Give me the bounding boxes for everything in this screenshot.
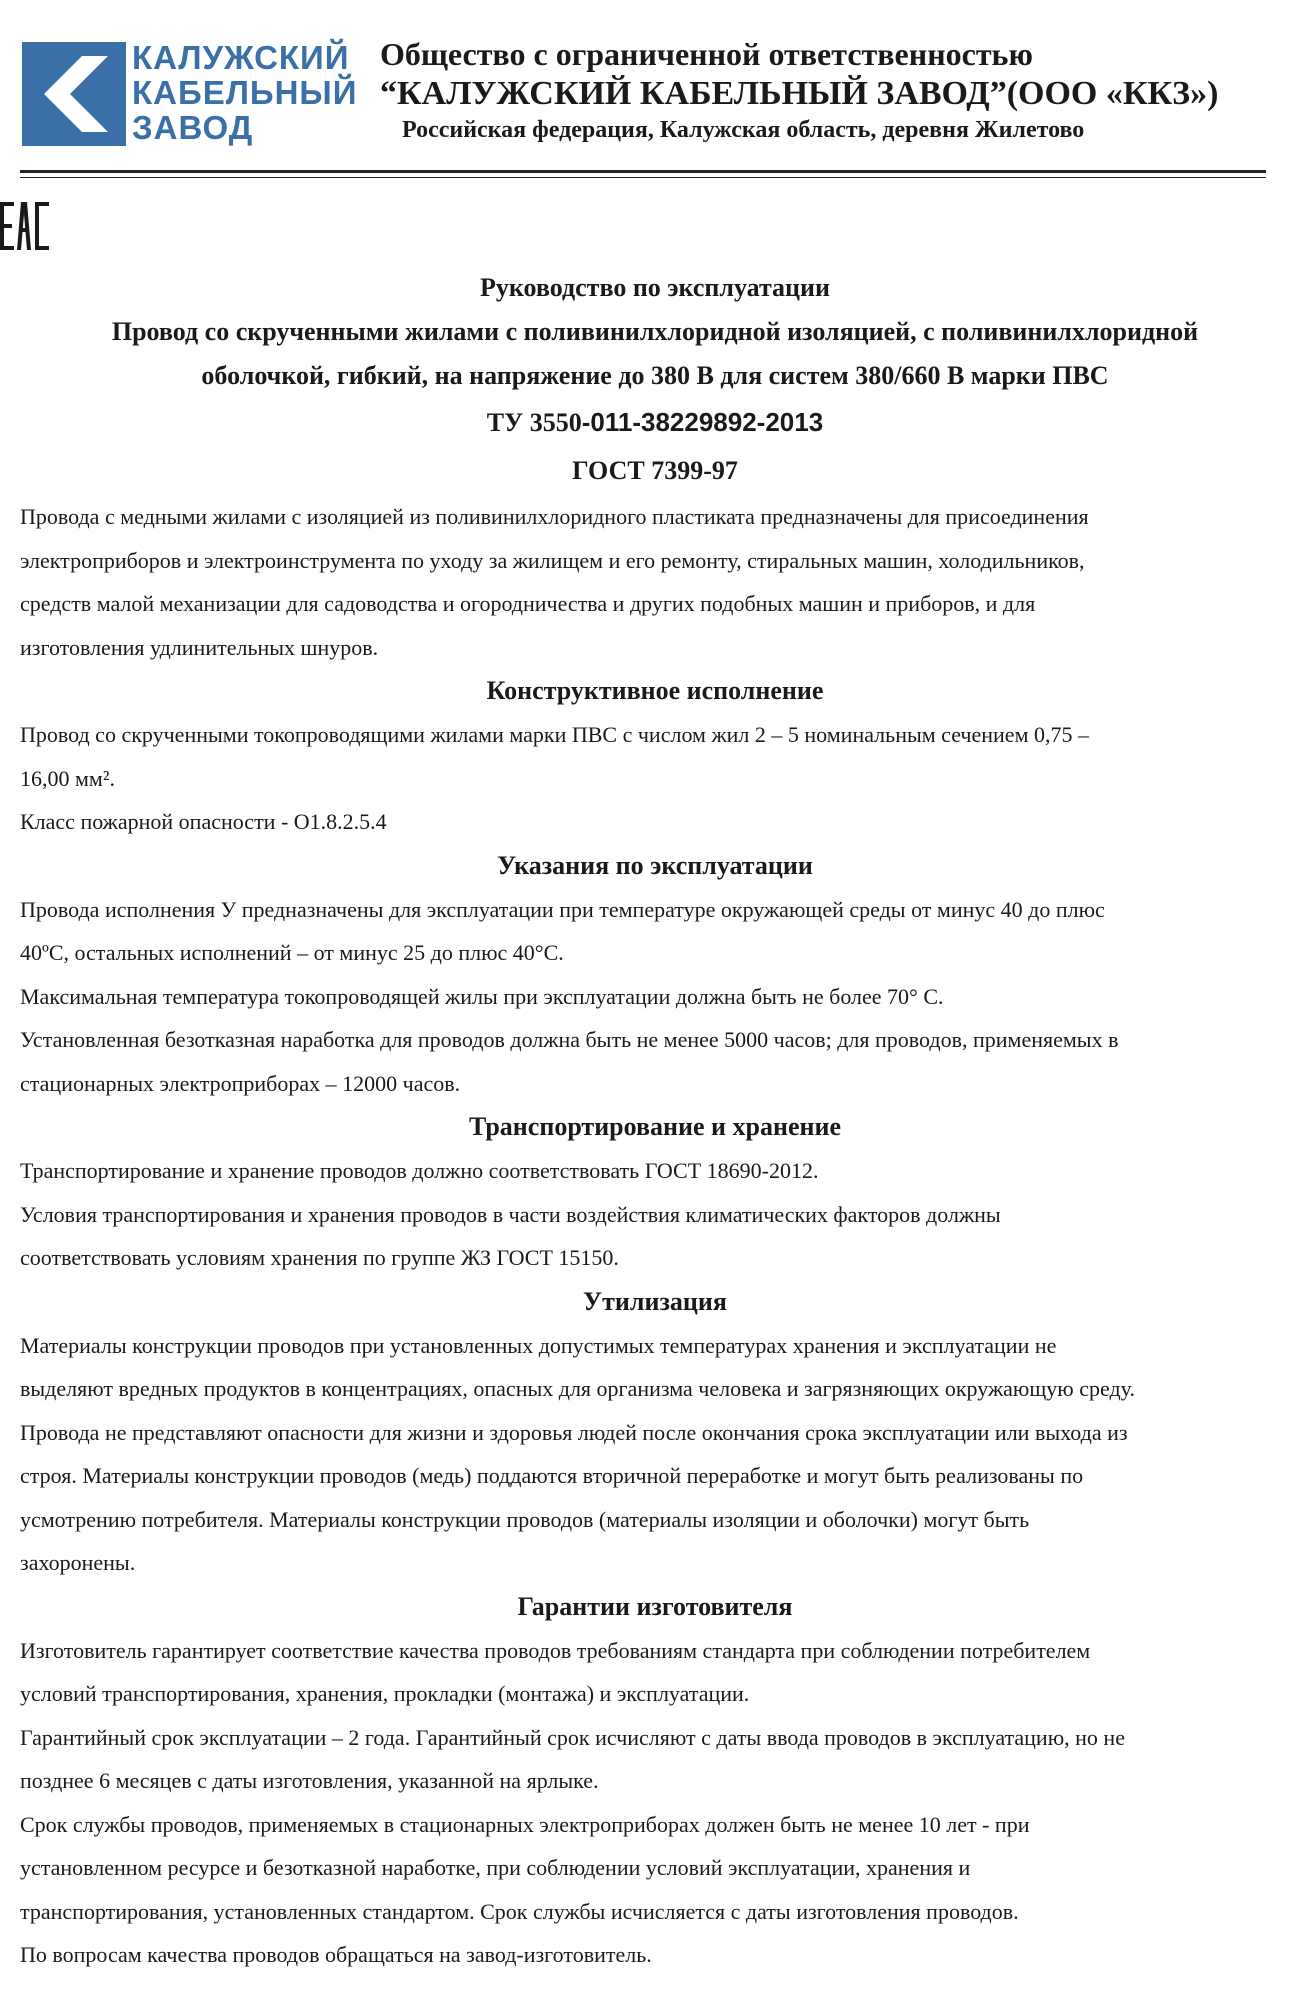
section-line: Провод со скрученными токопроводящими жилами марки ПВС с числом жил 2 – 5 номинальным сечением 0,75 – (20, 722, 1089, 747)
section-transport-storage (20, 1105, 1290, 1280)
gost-reference: ГОСТ 7399-97 (572, 456, 738, 485)
section-line: выделяют вредных продуктов в концентрациях, опасных для организма человека и загрязняющих окружающую среду. (20, 1376, 1135, 1401)
section-line: Условия транспортирования и хранения проводов в части воздействия климатических факторов должны (20, 1201, 1001, 1227)
header-divider-thick (20, 170, 1266, 173)
section-line: Изготовитель гарантирует соответствие качества проводов требованиям стандарта при соблюдении потребителем (20, 1637, 1091, 1663)
section-line: захоронены. (20, 1550, 136, 1575)
section-line: Срок службы проводов, применяемых в стационарных электроприборах должен быть не менее 10 лет - при (20, 1811, 1030, 1837)
section-line: строя. Материалы конструкции проводов (медь) поддаются вторичной переработке и могут быть реализованы по (20, 1463, 1084, 1488)
section-line: Провода исполнения У предназначены для эксплуатации при температуре окружающей среды от минус 40 до плюс (20, 896, 1105, 922)
intro-paragraph (20, 495, 1290, 669)
section-line: 40ºС, остальных исполнений – от минус 25 до плюс 40°С. (20, 940, 564, 965)
section-line: соответствовать условиям хранения по группе ЖЗ ГОСТ 15150. (20, 1245, 619, 1270)
section-line: усмотрению потребителя. Материалы конструкции проводов (материалы изоляции и оболочки) могут быть (20, 1506, 1030, 1532)
header-divider-thin (20, 177, 1266, 178)
document-title: Руководство по эксплуатации (480, 273, 830, 302)
logo-wordmark (132, 40, 372, 145)
section-line: условий транспортирования, хранения, прокладки (монтажа) и эксплуатации. (20, 1681, 750, 1706)
section-heading: Конструктивное исполнение (486, 676, 824, 705)
section-line: Гарантийный срок эксплуатации – 2 года. Гарантийный срок исчисляют с даты ввода проводов в эксплуатацию, но не (20, 1724, 1125, 1750)
eac-mark-icon (0, 202, 52, 250)
section-line: Материалы конструкции проводов при установленных допустимых температурах хранения и эксплуатации не (20, 1332, 1057, 1358)
section-line: Класс пожарной опасности - О1.8.2.5.4 (20, 809, 387, 834)
company-legal-form: Общество с ограниченной ответственностью (380, 36, 1033, 72)
section-line: стационарных электроприборах – 12000 часов. (20, 1070, 461, 1096)
section-line: транспортирования, установленных стандартом. Срок службы исчисляется с даты изготовления проводов. (20, 1898, 1019, 1924)
section-warranty (20, 1585, 1290, 1977)
section-line: 16,00 мм². (20, 765, 115, 791)
logo-word-1: КАЛУЖСКИЙ (132, 39, 350, 76)
section-heading: Транспортирование и хранение (469, 1112, 841, 1141)
section-heading: Гарантии изготовителя (517, 1591, 793, 1621)
document-subtitle-line-1: Провод со скрученными жилами с поливинилхлоридной изоляцией, с поливинилхлоридной (111, 317, 1199, 346)
section-line: Транспортирование и хранение проводов должно соответствовать ГОСТ 18690-2012. (20, 1158, 819, 1183)
intro-line: электроприборов и электроинструмента по уходу за жилищем и его ремонту, стиральных машин, холодильников, (20, 547, 1085, 573)
document-subtitle-line-2: оболочкой, гибкий, на напряжение до 380 В для систем 380/660 В марки ПВС (201, 361, 1109, 390)
section-line: установленном ресурсе и безотказной наработке, при соблюдении условий эксплуатации, хранения и (20, 1855, 971, 1880)
logo-word-3: ЗАВОД (132, 109, 254, 146)
company-address: Российская федерация, Калужская область, деревня Жилетово (402, 117, 1085, 143)
company-name: “КАЛУЖСКИЙ КАБЕЛЬНЫЙ ЗАВОД”(ООО «ККЗ») (380, 75, 1219, 112)
logo-word-2: КАБЕЛЬНЫЙ (132, 74, 358, 111)
company-info (380, 34, 1280, 146)
intro-line: Провода с медными жилами с изоляцией из поливинилхлоридного пластиката предназначены для присоединения (20, 504, 1089, 529)
section-line: Провода не представляют опасности для жизни и здоровья людей после окончания срока эксплуатации или выхода из (20, 1419, 1128, 1445)
section-line: Установленная безотказная наработка для проводов должна быть не менее 5000 часов; для проводов, применяемых в (20, 1027, 1119, 1052)
section-line: позднее 6 месяцев с даты изготовления, указанной на ярлыке. (20, 1768, 599, 1793)
section-heading: Утилизация (583, 1286, 727, 1316)
intro-line: средств малой механизации для садоводства и огородничества и других подобных машин и приборов, и для (20, 591, 1036, 616)
section-construction (20, 669, 1290, 844)
tu-reference (20, 398, 1290, 447)
section-line: По вопросам качества проводов обращаться на завод-изготовитель. (20, 1942, 652, 1967)
company-logo (22, 39, 362, 146)
document-header (0, 0, 1303, 200)
tu-number: -011-38229892-2013 (581, 407, 824, 437)
intro-line: изготовления удлинительных шнуров. (20, 634, 379, 660)
logo-mark-icon (22, 42, 126, 146)
section-disposal (20, 1280, 1290, 1585)
section-line: Максимальная температура токопроводящей жилы при эксплуатации должна быть не более 70° С. (20, 983, 944, 1009)
section-heading: Указания по эксплуатации (497, 850, 813, 880)
tu-prefix: ТУ 3550 (486, 408, 582, 437)
section-operation (20, 844, 1290, 1106)
document-body (20, 266, 1290, 1977)
